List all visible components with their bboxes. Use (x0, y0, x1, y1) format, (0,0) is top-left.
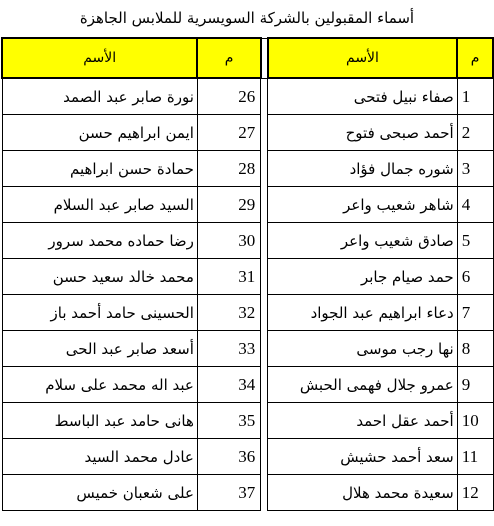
row-number-2: 35 (197, 403, 260, 439)
row-number-2: 26 (197, 78, 260, 115)
table-row (2, 78, 493, 115)
column-gap (261, 78, 268, 115)
header-num-2: م (197, 38, 260, 78)
row-name-2: رضا حماده محمد سرور (2, 223, 197, 259)
row-name-1: دعاء ابراهيم عبد الجواد (268, 295, 458, 331)
row-number-1: 6 (457, 259, 493, 295)
column-gap (261, 151, 268, 187)
row-name-2: هانى حامد عبد الباسط (2, 403, 197, 439)
header-name-2: الأسم (2, 38, 197, 78)
row-number-1: 9 (457, 367, 493, 403)
row-number-2: 32 (197, 295, 260, 331)
row-name-2: أسعد صابر عبد الحى (2, 331, 197, 367)
row-number-2: 27 (197, 115, 260, 151)
column-gap (261, 475, 268, 511)
row-name-1: حمد صيام جابر (268, 259, 458, 295)
row-name-2: عبد اله محمد على سلام (2, 367, 197, 403)
table-row (2, 295, 493, 331)
row-name-2: نورة صابر عبد الصمد (2, 78, 197, 115)
row-number-1: 12 (457, 475, 493, 511)
header-name-1: الأسم (268, 38, 458, 78)
row-number-2: 31 (197, 259, 260, 295)
row-number-1: 4 (457, 187, 493, 223)
row-number-2: 36 (197, 439, 260, 475)
column-gap (261, 295, 268, 331)
row-name-2: عادل محمد السيد (2, 439, 197, 475)
page-title: أسماء المقبولين بالشركة السويسرية للملابس الجاهزة (79, 9, 415, 27)
row-number-1: 3 (457, 151, 493, 187)
table-row (2, 403, 493, 439)
column-gap (261, 115, 268, 151)
column-gap (261, 223, 268, 259)
row-number-1: 11 (457, 439, 493, 475)
row-number-1: 7 (457, 295, 493, 331)
row-number-1: 10 (457, 403, 493, 439)
column-gap (261, 187, 268, 223)
row-name-2: على شعبان خميس (2, 475, 197, 511)
row-name-1: عمرو جلال فهمى الحبش (268, 367, 458, 403)
table-row (2, 439, 493, 475)
table-row (2, 367, 493, 403)
accepted-names-table (1, 37, 494, 511)
table-row (2, 223, 493, 259)
column-gap (261, 331, 268, 367)
row-number-2: 33 (197, 331, 260, 367)
row-number-1: 8 (457, 331, 493, 367)
table-row (2, 331, 493, 367)
column-gap (261, 367, 268, 403)
row-number-1: 1 (457, 78, 493, 115)
column-gap (261, 439, 268, 475)
table-row (2, 151, 493, 187)
row-number-2: 37 (197, 475, 260, 511)
header-num-1: م (457, 38, 493, 78)
row-name-2: الحسينى حامد أحمد باز (2, 295, 197, 331)
row-number-2: 29 (197, 187, 260, 223)
row-name-1: نها رجب موسى (268, 331, 458, 367)
table-row (2, 259, 493, 295)
table-row (2, 475, 493, 511)
row-name-1: أحمد عقل احمد (268, 403, 458, 439)
row-number-2: 30 (197, 223, 260, 259)
row-name-1: سعد أحمد حشيش (268, 439, 458, 475)
row-number-1: 5 (457, 223, 493, 259)
column-gap (261, 259, 268, 295)
table-header-row (2, 38, 493, 78)
row-name-2: حمادة حسن ابراهيم (2, 151, 197, 187)
row-name-1: صادق شعيب واعر (268, 223, 458, 259)
row-name-1: صفاء نبيل فتحى (268, 78, 458, 115)
row-name-2: السيد صابر عبد السلام (2, 187, 197, 223)
row-number-2: 34 (197, 367, 260, 403)
row-number-1: 2 (457, 115, 493, 151)
row-name-2: ايمن ابراهيم حسن (2, 115, 197, 151)
table-row (2, 187, 493, 223)
column-gap (261, 403, 268, 439)
row-name-2: محمد خالد سعيد حسن (2, 259, 197, 295)
table-row (2, 115, 493, 151)
row-name-1: شوره جمال فؤاد (268, 151, 458, 187)
column-gap (261, 38, 268, 78)
row-name-1: شاهر شعيب واعر (268, 187, 458, 223)
row-name-1: سعيدة محمد هلال (268, 475, 458, 511)
row-name-1: أحمد صبحى فتوح (268, 115, 458, 151)
row-number-2: 28 (197, 151, 260, 187)
